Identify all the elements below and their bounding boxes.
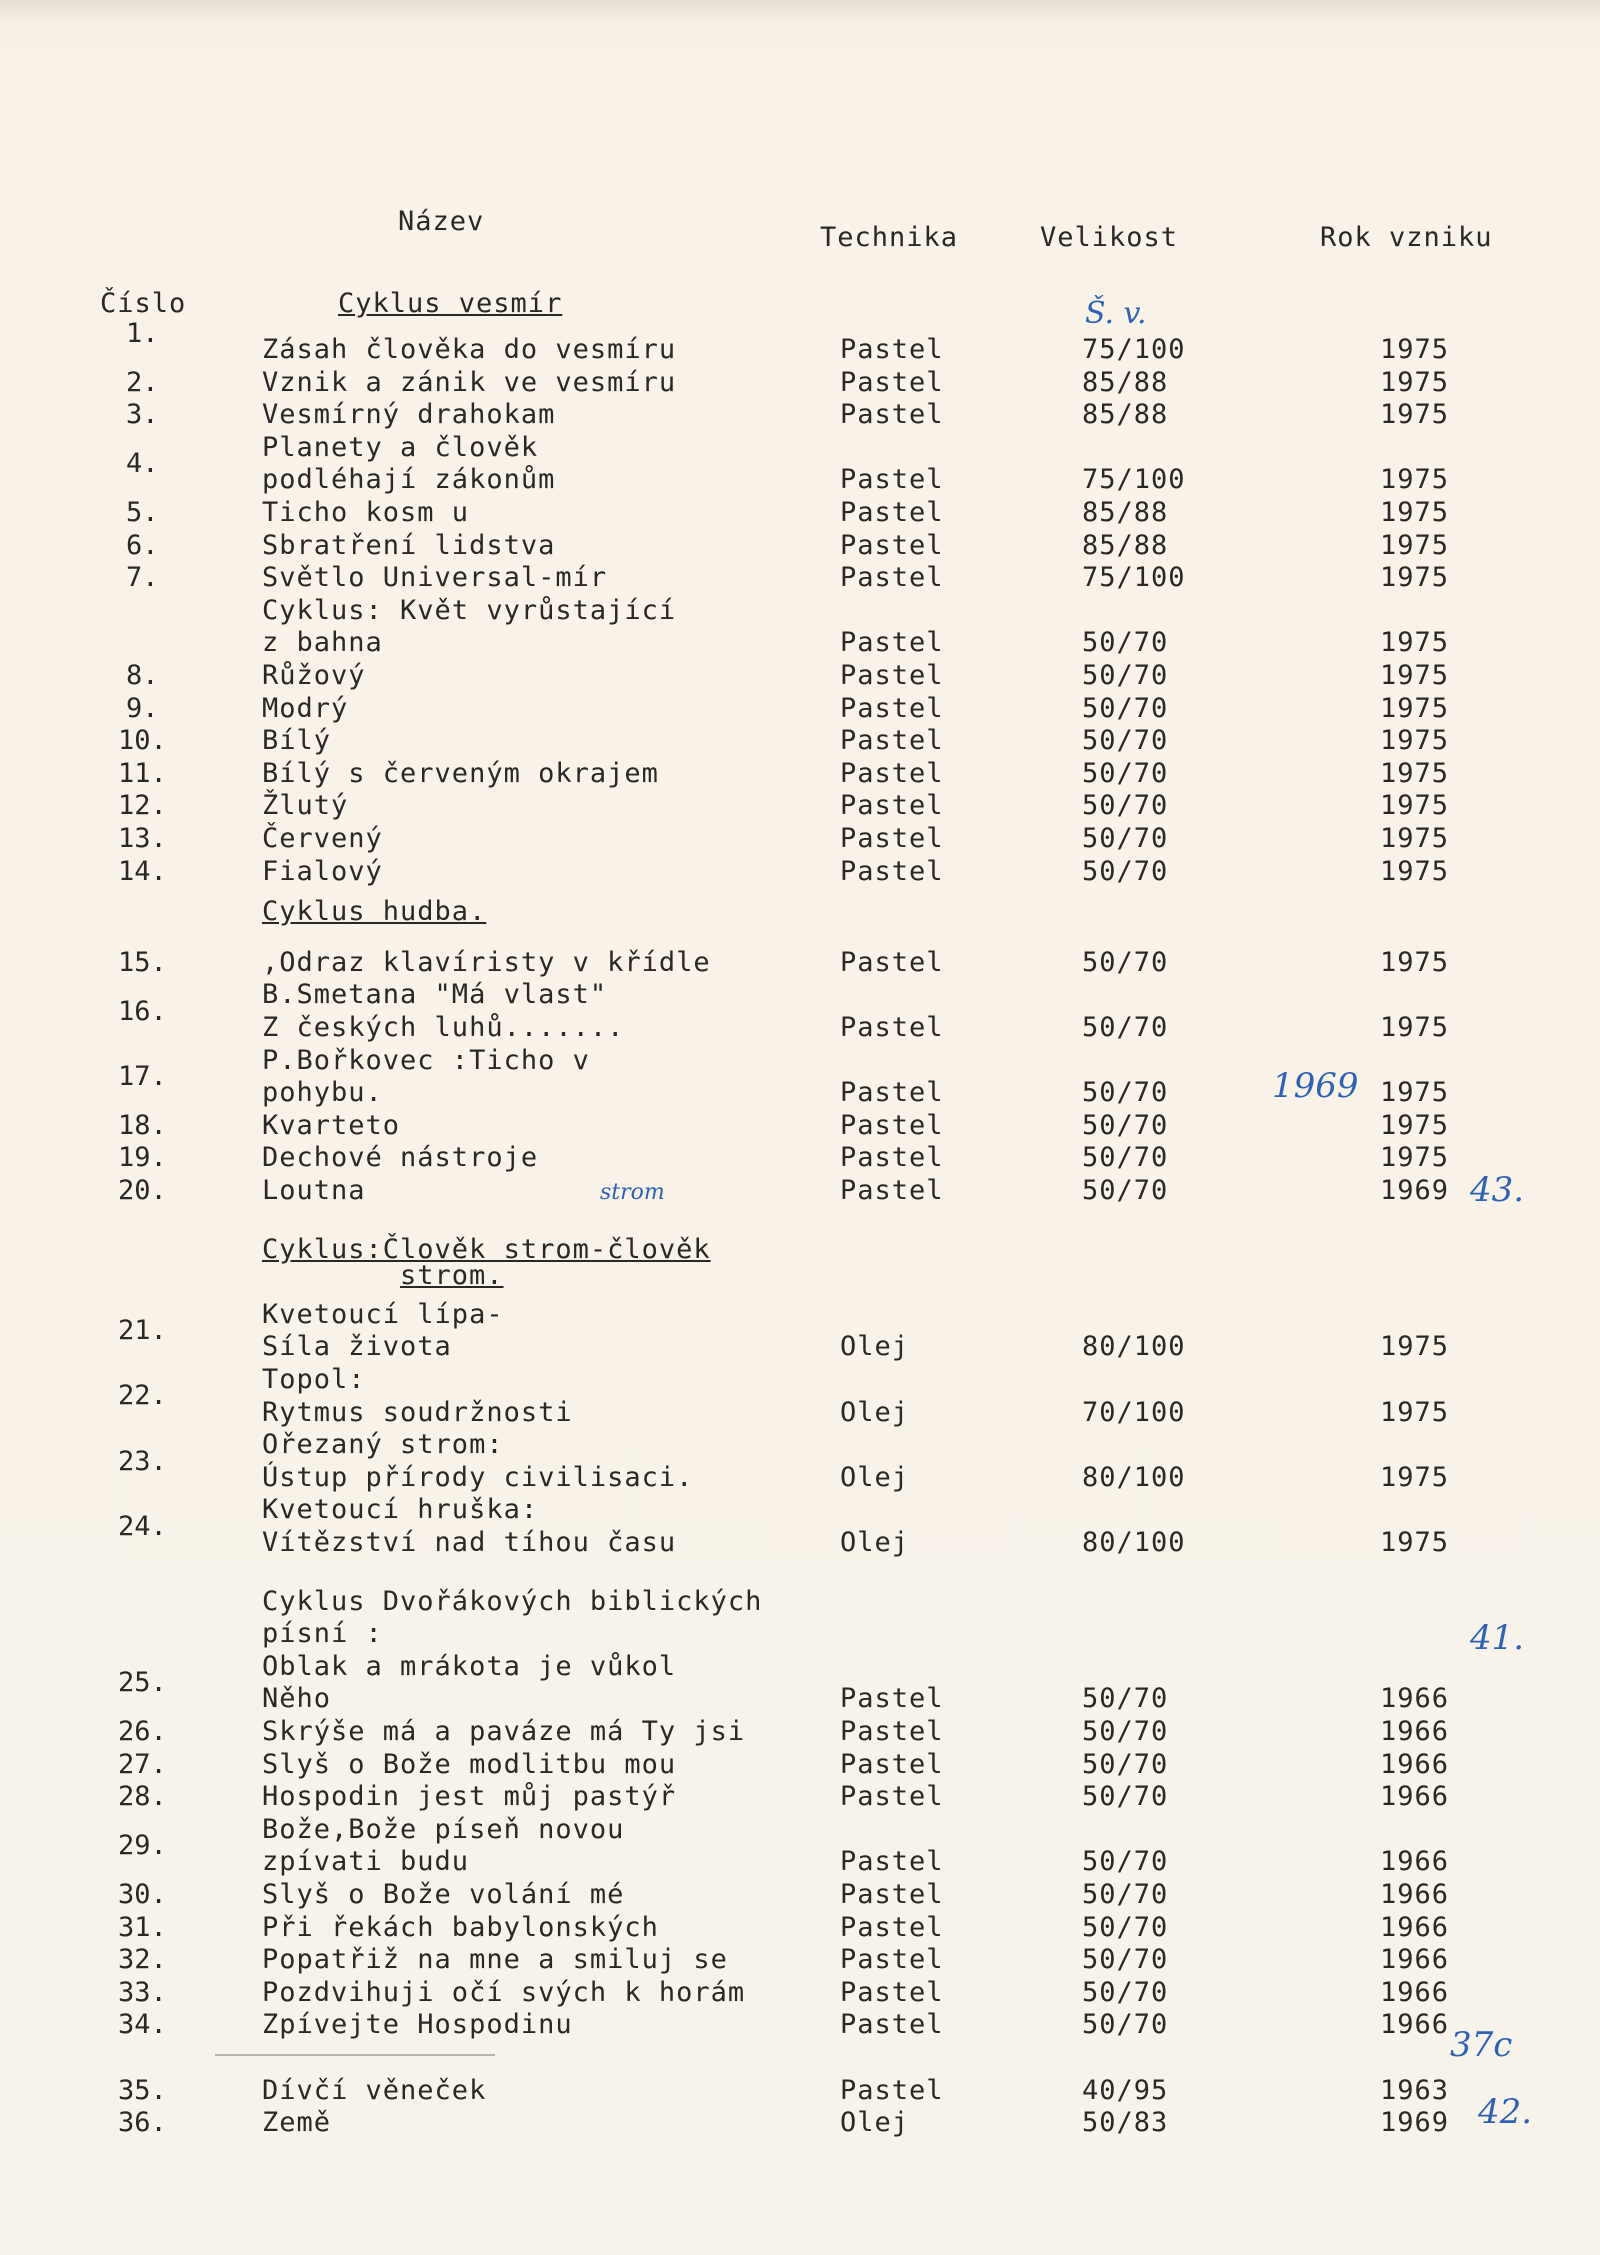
row-title: Vznik a zánik ve vesmíru: [262, 366, 677, 398]
row-technique: Pastel: [840, 399, 944, 431]
row-size: 50/70: [1082, 1012, 1169, 1043]
row-technique: Pastel: [840, 1846, 944, 1878]
row-size: 50/70: [1082, 1846, 1169, 1878]
row-size: 85/88: [1082, 399, 1169, 431]
row-title-cont: Rytmus soudržnosti: [262, 1396, 573, 1428]
row-year: 1975: [1380, 1331, 1450, 1363]
row-size: 50/70: [1082, 1175, 1169, 1206]
row-title: Slyš o Bože volání mé: [262, 1879, 625, 1910]
row-title: Země: [262, 2107, 332, 2139]
row-number: 27.: [118, 1748, 167, 1780]
row-size: 50/70: [1082, 1976, 1169, 2008]
handwritten-sv-note: Š. v.: [1085, 296, 1147, 331]
row-number: 2.: [126, 366, 159, 398]
row-title: Sbratření lidstva: [262, 529, 556, 561]
row-technique: Pastel: [840, 562, 944, 594]
row-title: Planety a člověk: [262, 431, 539, 463]
row-title: Cyklus: Květ vyrůstající: [262, 594, 677, 626]
header-rok-vzniku: Rok vzniku: [1320, 222, 1493, 253]
row-title: B.Smetana "Má vlast": [262, 979, 608, 1011]
row-technique: Pastel: [840, 1716, 944, 1747]
row-year: 1975: [1380, 790, 1450, 822]
section-subtitle-dvorak: písní :: [262, 1618, 383, 1650]
row-year: 1975: [1380, 855, 1450, 887]
row-size: 70/100: [1082, 1396, 1186, 1428]
row-number: 16.: [118, 995, 167, 1027]
row-number: 19.: [118, 1142, 167, 1174]
row-number: 12.: [118, 790, 167, 822]
row-number: 23.: [118, 1445, 167, 1477]
handwritten-strom: strom: [600, 1180, 665, 1205]
row-technique: Pastel: [840, 1944, 944, 1976]
row-title: Žlutý: [262, 790, 349, 822]
row-title-cont: Síla života: [262, 1331, 452, 1363]
row-title: Kvetoucí lípa-: [262, 1298, 504, 1330]
header-velikost: Velikost: [1040, 222, 1179, 253]
row-year: 1975: [1380, 627, 1450, 659]
row-title: Ořezaný strom:: [262, 1429, 504, 1461]
row-number: 6.: [126, 529, 159, 561]
row-size: 50/70: [1082, 1716, 1169, 1747]
row-number: 14.: [118, 855, 167, 887]
row-number: 29.: [118, 1830, 167, 1862]
row-size: 50/70: [1082, 1748, 1169, 1780]
row-title: Popatřiž na mne a smiluj se: [262, 1944, 728, 1976]
row-year: 1975: [1380, 1012, 1450, 1043]
row-title: Hospodin jest můj pastýř: [262, 1781, 677, 1813]
row-year: 1969: [1380, 1175, 1450, 1206]
row-size: 50/70: [1082, 660, 1169, 691]
row-technique: Pastel: [840, 366, 944, 398]
row-number: 22.: [118, 1380, 167, 1412]
row-number: 11.: [118, 757, 167, 789]
row-technique: Olej: [840, 1331, 910, 1363]
row-title: Pozdvihuji očí svých k horám: [262, 1976, 746, 2008]
row-number: 32.: [118, 1944, 167, 1976]
section-title-strom: Cyklus:Člověk strom-člověk: [262, 1233, 711, 1265]
row-year: 1975: [1380, 497, 1450, 528]
row-technique: Pastel: [840, 946, 944, 978]
row-title: Fialový: [262, 855, 383, 887]
row-year: 1975: [1380, 529, 1450, 561]
paper-top-edge: [0, 0, 1600, 22]
row-number: 5.: [126, 497, 159, 528]
row-title: Bílý s červeným okrajem: [262, 757, 659, 789]
row-size: 50/70: [1082, 1109, 1169, 1141]
row-title: Vesmírný drahokam: [262, 399, 556, 431]
row-size: 50/70: [1082, 692, 1169, 724]
row-technique: Pastel: [840, 855, 944, 887]
row-year: 1975: [1380, 1527, 1450, 1558]
row-size: 75/100: [1082, 562, 1186, 594]
row-title-cont: Něho: [262, 1683, 332, 1715]
row-size: 50/70: [1082, 627, 1169, 659]
row-technique: Pastel: [840, 2009, 944, 2041]
row-title: Kvetoucí hruška:: [262, 1494, 539, 1526]
row-technique: Pastel: [840, 725, 944, 757]
row-title: Skrýše má a paváze má Ty jsi: [262, 1716, 746, 1747]
row-technique: Olej: [840, 1396, 910, 1428]
row-size: 50/70: [1082, 1879, 1169, 1910]
row-title: ,Odraz klavíristy v křídle: [262, 946, 711, 978]
row-title: Dechové nástroje: [262, 1142, 539, 1174]
row-number: 18.: [118, 1109, 167, 1141]
row-title: Modrý: [262, 692, 349, 724]
row-number: 33.: [118, 1976, 167, 2008]
row-size: 80/100: [1082, 1527, 1186, 1558]
row-technique: Pastel: [840, 1976, 944, 2008]
row-number: 1.: [126, 318, 159, 349]
row-year: 1975: [1380, 334, 1450, 365]
row-size: 50/70: [1082, 1683, 1169, 1715]
row-year: 1975: [1380, 1396, 1450, 1428]
row-year: 1966: [1380, 1976, 1450, 2008]
row-year: 1966: [1380, 1911, 1450, 1943]
row-technique: Pastel: [840, 334, 944, 365]
row-technique: Pastel: [840, 757, 944, 789]
row-size: 85/88: [1082, 529, 1169, 561]
row-number: 4.: [126, 448, 159, 480]
row-technique: Pastel: [840, 464, 944, 496]
row-year: 1975: [1380, 725, 1450, 757]
row-title: Topol:: [262, 1364, 366, 1395]
row-number: 7.: [126, 562, 159, 594]
row-year: 1975: [1380, 692, 1450, 724]
row-size: 50/70: [1082, 1077, 1169, 1109]
row-technique: Pastel: [840, 1911, 944, 1943]
row-year: 1966: [1380, 1716, 1450, 1747]
row-technique: Pastel: [840, 660, 944, 691]
row-size: 85/88: [1082, 366, 1169, 398]
row-title-cont: Ústup přírody civilisaci.: [262, 1461, 694, 1493]
row-technique: Pastel: [840, 692, 944, 724]
row-size: 50/70: [1082, 1944, 1169, 1976]
row-size: 75/100: [1082, 334, 1186, 365]
row-technique: Pastel: [840, 497, 944, 528]
row-technique: Pastel: [840, 1683, 944, 1715]
row-year: 1975: [1380, 1461, 1450, 1493]
row-year: 1975: [1380, 660, 1450, 691]
row-size: 75/100: [1082, 464, 1186, 496]
row-size: 50/70: [1082, 1781, 1169, 1813]
row-number: 24.: [118, 1510, 167, 1542]
row-year: 1966: [1380, 1944, 1450, 1976]
handwritten-note-43: 43.: [1470, 1170, 1525, 1210]
row-number: 10.: [118, 725, 167, 757]
row-size: 50/70: [1082, 1142, 1169, 1174]
row-number: 3.: [126, 399, 159, 431]
handwritten-note-42: 42.: [1478, 2092, 1533, 2132]
row-size: 40/95: [1082, 2074, 1169, 2106]
row-size: 50/70: [1082, 855, 1169, 887]
row-technique: Pastel: [840, 1175, 944, 1206]
row-number: 8.: [126, 660, 159, 691]
row-size: 50/70: [1082, 757, 1169, 789]
row-number: 30.: [118, 1879, 167, 1910]
row-year: 1963: [1380, 2074, 1450, 2106]
row-size: 50/83: [1082, 2107, 1169, 2139]
row-technique: Olej: [840, 1461, 910, 1493]
row-year: 1975: [1380, 464, 1450, 496]
row-number: 15.: [118, 946, 167, 978]
row-year: 1975: [1380, 1109, 1450, 1141]
row-title: Při řekách babylonských: [262, 1911, 659, 1943]
row-technique: Pastel: [840, 1781, 944, 1813]
row-number: 36.: [118, 2107, 167, 2139]
section-title-dvorak: Cyklus Dvořákových biblických: [262, 1585, 763, 1617]
row-year: 1975: [1380, 1142, 1450, 1174]
row-year: 1975: [1380, 1077, 1450, 1109]
row-size: 50/70: [1082, 1911, 1169, 1943]
row-year: 1975: [1380, 946, 1450, 978]
row-title: Bože,Bože píseň novou: [262, 1813, 625, 1845]
row-technique: Pastel: [840, 1109, 944, 1141]
row-title: Růžový: [262, 660, 366, 691]
row-number: 31.: [118, 1911, 167, 1943]
handwritten-note-41: 41.: [1470, 1618, 1525, 1658]
handwritten-note-37c: 37c: [1450, 2025, 1513, 2065]
row-size: 80/100: [1082, 1461, 1186, 1493]
row-title: Zpívejte Hospodinu: [262, 2009, 573, 2041]
row-year: 1975: [1380, 399, 1450, 431]
row-title: Kvarteto: [262, 1109, 401, 1141]
row-number: 17.: [118, 1060, 167, 1092]
row-number: 25.: [118, 1667, 167, 1699]
row-title: Červený: [262, 823, 383, 854]
header-technika: Technika: [820, 222, 959, 253]
row-size: 50/70: [1082, 946, 1169, 978]
row-title-cont: Z českých luhů.......: [262, 1012, 625, 1043]
row-size: 85/88: [1082, 497, 1169, 528]
row-year: 1966: [1380, 2009, 1450, 2041]
row-number: 35.: [118, 2074, 167, 2106]
row-title: P.Bořkovec :Ticho v: [262, 1044, 590, 1076]
row-title: Loutna: [262, 1175, 366, 1206]
row-technique: Pastel: [840, 823, 944, 854]
row-size: 50/70: [1082, 823, 1169, 854]
row-technique: Pastel: [840, 1748, 944, 1780]
row-year: 1966: [1380, 1879, 1450, 1910]
row-size: 50/70: [1082, 790, 1169, 822]
row-title: Zásah člověka do vesmíru: [262, 334, 677, 365]
row-year: 1969: [1380, 2107, 1450, 2139]
row-title-cont: pohybu.: [262, 1077, 383, 1109]
row-year: 1966: [1380, 1748, 1450, 1780]
row-size: 50/70: [1082, 725, 1169, 757]
row-year: 1966: [1380, 1683, 1450, 1715]
row-title: Dívčí věneček: [262, 2074, 487, 2106]
row-title: Bílý: [262, 725, 332, 757]
row-year: 1966: [1380, 1781, 1450, 1813]
row-number: 9.: [126, 692, 159, 724]
row-technique: Pastel: [840, 1012, 944, 1043]
row-number: 34.: [118, 2009, 167, 2041]
row-technique: Pastel: [840, 790, 944, 822]
row-title: Slyš o Bože modlitbu mou: [262, 1748, 677, 1780]
row-title-cont: zpívati budu: [262, 1846, 470, 1878]
header-nazev: Název: [398, 206, 485, 237]
row-title-cont: podléhají zákonům: [262, 464, 556, 496]
row-year: 1966: [1380, 1846, 1450, 1878]
row-number: 26.: [118, 1716, 167, 1747]
row-title: Ticho kosm u: [262, 497, 470, 528]
row-year: 1975: [1380, 562, 1450, 594]
row-size: 50/70: [1082, 2009, 1169, 2041]
divider-line: [215, 2054, 495, 2056]
row-size: 80/100: [1082, 1331, 1186, 1363]
row-year: 1975: [1380, 823, 1450, 854]
row-title: Světlo Universal-mír: [262, 562, 608, 594]
row-number: 28.: [118, 1781, 167, 1813]
row-technique: Pastel: [840, 1077, 944, 1109]
row-title-cont: z bahna: [262, 627, 383, 659]
handwritten-year-correction: 1969: [1272, 1066, 1359, 1106]
row-number: 13.: [118, 823, 167, 854]
row-number: 21.: [118, 1315, 167, 1347]
row-title: Oblak a mrákota je vůkol: [262, 1650, 677, 1682]
row-year: 1975: [1380, 757, 1450, 789]
row-title-cont: Vítězství nad tíhou času: [262, 1527, 677, 1558]
row-technique: Pastel: [840, 1142, 944, 1174]
row-year: 1975: [1380, 366, 1450, 398]
row-technique: Olej: [840, 1527, 910, 1558]
section-title-hudba: Cyklus hudba.: [262, 896, 487, 928]
row-technique: Pastel: [840, 1879, 944, 1910]
header-cislo: Číslo: [100, 288, 187, 319]
section-subtitle-strom: strom.: [400, 1260, 504, 1292]
section-title-vesmir: Cyklus vesmír: [338, 288, 563, 319]
row-technique: Olej: [840, 2107, 910, 2139]
row-technique: Pastel: [840, 2074, 944, 2106]
row-technique: Pastel: [840, 529, 944, 561]
row-number: 20.: [118, 1175, 167, 1206]
row-technique: Pastel: [840, 627, 944, 659]
